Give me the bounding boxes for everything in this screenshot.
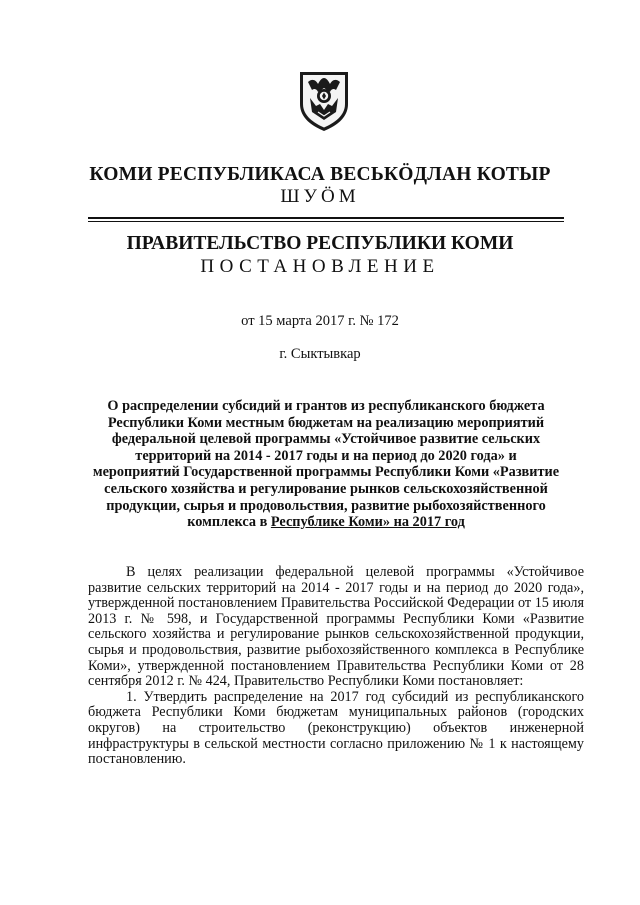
komi-document-type: ШУӦМ (280, 186, 360, 207)
header-divider-thin (88, 221, 564, 222)
document-city: г. Сыктывкар (279, 346, 361, 362)
header-divider-thick (88, 217, 564, 219)
document-title-main: О распределении субсидий и грантов из республиканского бюджета Республики Коми местным бюджетам на реализацию мероприятий федеральной целевой программы «Устойчивое развитие сельских территорий на 2014 - 2017 годы и на период до 2020 года» и мероприятий Государственной программы Республики Коми «Развитие сельского хозяйства и регулирование рынков сельскохозяйственной продукции, сырья и продовольствия, развитие рыбохозяйственного комплекса в (92, 398, 560, 531)
body-paragraph-item-1: 1. Утвердить распределение на 2017 год субсидий из республиканского бюджета Республики Коми бюджетам муниципальных районов (городских округов) на строительство (реконструкцию) объектов инженерной инфраструктуры в сельской местности согласно приложению № 1 к настоящему постановлению. (88, 688, 584, 768)
document-title-underlined: Республике Коми» на 2017 год (270, 514, 465, 531)
government-title: ПРАВИТЕЛЬСТВО РЕСПУБЛИКИ КОМИ (126, 233, 514, 254)
document-body (88, 565, 584, 768)
document-title (92, 398, 560, 531)
document-type: ПОСТАНОВЛЕНИЕ (200, 256, 440, 277)
komi-government-title: КОМИ РЕСПУБЛИКАСА ВЕСЬКӦДЛАН КОТЫР (89, 164, 551, 185)
document-date-number: от 15 марта 2017 г. № 172 (241, 313, 399, 329)
body-paragraph-preamble: В целях реализации федеральной целевой программы «Устойчивое развитие сельских территорий на 2014 - 2017 годы и на период до 2020 года», утвержденной постановлением Правительства Российской Федерации от 15 июля 2013 г. № 598, и Государственной программы Республики Коми «Развитие сельского хозяйства и регулирование рынков сельскохозяйственной продукции, сырья и продовольствия, развитие рыбохозяйственного комплекса в Республике Коми», утвержденной постановлением Правительства Республики Коми от 28 сентября 2012 г. № 424, Правительство Республики Коми постановляет: (88, 564, 584, 690)
coat-of-arms-icon (296, 68, 352, 134)
